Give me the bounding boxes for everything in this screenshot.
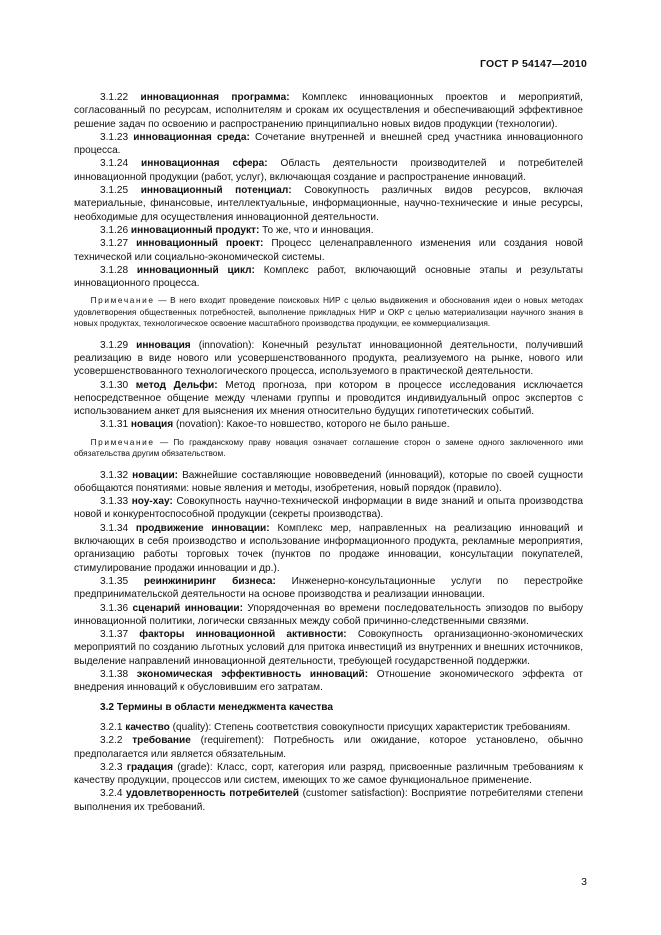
term-name: градация (126, 761, 174, 773)
term-name: продвижение инновации: (135, 522, 270, 534)
term-number: 3.1.33 (100, 496, 129, 508)
note-label: Примечание (90, 295, 155, 306)
term-entry (74, 602, 583, 629)
note (74, 295, 583, 329)
note-label: Примечание (90, 436, 155, 447)
term-name: инновационная программа: (140, 92, 290, 103)
term-name: инновационный цикл: (136, 264, 255, 276)
term-number: 3.1.38 (100, 669, 129, 681)
term-name: инновация (136, 339, 191, 351)
term-number: 3.1.35 (100, 575, 129, 587)
term-name: инновационная сфера: (141, 158, 268, 170)
term-entry (74, 184, 583, 224)
term-definition: Инженерно-консультационные услуги по перестройке предпринимательской деятельности на основе производства и реализации инновации. (74, 575, 583, 601)
term-number: 3.2.1 (100, 721, 123, 733)
term-number: 3.1.32 (100, 469, 129, 481)
term-definition: Область деятельности производителей и потребителей инновационной продукции (работ, услуг), включающая создание и распространение инноваций. (74, 158, 583, 183)
term-entry (74, 418, 583, 431)
term-name: экономическая эффективность инноваций: (136, 669, 369, 681)
page-number: 3 (581, 876, 587, 888)
term-name: метод Дельфи: (135, 379, 218, 391)
term-name: новация (130, 419, 174, 431)
term-number: 3.1.34 (100, 522, 129, 534)
term-definition: Совокупность организационно-экономических мероприятий по созданию льготных условий для притока инвестиций из внутренних и внешних источников, выделение направлений инновационной деятельности, требующей государственной поддержки. (74, 629, 583, 667)
term-definition: Процесс целенаправленного изменения или создания новой технической или социально-экономической системы. (74, 238, 584, 263)
term-entry (74, 575, 583, 602)
term-definition: Важнейшие составляющие нововведений (инноваций), которые по своей сущности обобщаются понятиями: новые явления и методы, изобретения, новый порядок (правило). (74, 469, 583, 494)
term-number: 3.1.25 (100, 185, 129, 197)
term-definition: Упорядоченная во времени последовательность эпизодов по выбору инновационной политики, логически связанных между собой причинно-следственными связями. (74, 602, 584, 627)
term-entry (74, 131, 583, 158)
term-number: 3.1.30 (100, 379, 129, 391)
term-entry (74, 264, 583, 291)
term-name: инновационный продукт: (130, 224, 260, 236)
term-entry (74, 522, 583, 575)
term-definition: (grade): Класс, сорт, категория или разряд, присвоенные различным требованиям к качеству продукции, процессов или систем, имеющих то же самое функциональное применение. (74, 761, 583, 787)
term-name: инновационный проект: (136, 238, 264, 250)
term-entry (74, 224, 583, 237)
term-definition: Совокупность научно-технической информации в виде знаний и опыта производства новой и конкурентоспособной продукции (секреты производства). (74, 496, 583, 521)
term-name: факторы инновационной активности: (139, 629, 347, 641)
term-name: инновационный потенциал: (140, 185, 292, 197)
term-name: удовлетворенность потребителей (126, 788, 299, 800)
term-number: 3.1.24 (100, 158, 129, 170)
term-name: ноу-хау: (131, 496, 173, 508)
term-name: инновационная среда: (133, 131, 250, 143)
term-name: требование (132, 735, 191, 747)
note (74, 437, 583, 460)
term-number: 3.1.22 (100, 92, 129, 103)
standard-header: ГОСТ Р 54147—2010 (479, 58, 587, 70)
term-name: реинжиниринг бизнеса: (143, 575, 276, 587)
term-number: 3.2.4 (100, 788, 123, 800)
term-definition: Совокупность различных видов ресурсов, включая материальные, финансовые, интеллектуальные, информационные, научно-технические и иные ресурсы, необходимые для осуществления инновационной деятельности. (74, 185, 584, 223)
term-name: новации: (132, 469, 179, 481)
term-number: 3.2.2 (100, 735, 123, 747)
term-definition: (requirement): Потребность или ожидание, которое установлено, обычно предполагается или является обязательным. (74, 735, 583, 760)
term-number: 3.1.36 (100, 602, 129, 614)
term-number: 3.1.31 (100, 419, 129, 431)
term-entry (74, 339, 583, 379)
term-entry (74, 157, 583, 184)
term-definition: (quality): Степень соответствия совокупности присущих характеристик требованиям. (172, 721, 571, 733)
term-number: 3.2.3 (100, 761, 123, 773)
term-definition: Отношение экономического эффекта от внедрения инноваций к обусловившим его затратам. (74, 669, 583, 694)
term-entry (74, 668, 583, 695)
term-number: 3.1.37 (100, 629, 129, 641)
document-body (74, 91, 583, 814)
term-entry (74, 469, 583, 496)
term-definition: Сочетание внутренней и внешней сред участника инновационного процесса. (74, 131, 583, 157)
term-entry (74, 787, 583, 814)
term-entry (74, 734, 583, 761)
note-text: — По гражданскому праву новация означает соглашение сторон о замене одного заключенного ими обязательства другим обязательством. (74, 436, 583, 459)
term-entry (74, 628, 583, 668)
term-entry (74, 761, 583, 788)
term-definition: (innovation): Конечный результат инновационной деятельности, получивший реализацию в виде нового или усовершенствованного продукта, реализуемого на рынке, нового или усовершенствованного технологического процесса, используемого в практической деятельности. (74, 339, 583, 378)
term-definition: Комплекс работ, включающий основные этапы и результаты инновационного процесса. (74, 264, 583, 290)
term-definition: (customer satisfaction): Восприятие потребителями степени выполнения их требований. (74, 788, 583, 813)
term-number: 3.1.26 (100, 224, 129, 236)
term-number: 3.1.23 (100, 131, 129, 143)
term-definition: Комплекс инновационных проектов и мероприятий, согласованный по ресурсам, исполнителям и срокам их осуществления и обеспечивающий эффективное решение задач по освоению и распространению принципиально новых видов продукции (технологии). (74, 92, 583, 130)
term-number: 3.1.28 (100, 264, 129, 276)
term-name: сценарий инновации: (132, 602, 243, 614)
term-definition: Метод прогноза, при котором в процессе исследования исключается непосредственное общение между членами группы и проводится индивидуальный опрос экспертов с использованием анкет для выяснения их мнения относительно будущих гипотетических событий. (74, 379, 583, 418)
term-name: качество (125, 721, 170, 733)
term-entry (74, 721, 583, 734)
term-definition: То же, что и инновация. (262, 224, 374, 236)
term-definition: (novation): Какое-то новшество, которого не было раньше. (175, 419, 450, 431)
term-number: 3.1.27 (100, 238, 129, 250)
term-entry (74, 91, 583, 131)
note-text: — В него входит проведение поисковых НИР с целью выдвижения и обоснования идеи о новых методах удовлетворения общественных потребностей, выполнение прикладных НИР и ОКР с целью материализации научного знания в новых продуктах, технологическое освоение масштабного производства продукции, ее коммерциализация. (74, 295, 583, 329)
term-definition: Комплекс мер, направленных на реализацию инноваций и включающих в себя производство и использование информационного продукта, рекламные мероприятия, организацию работы торговых точек (пунктов по продаже инновации, консультации покупателей, стимулирование продажи инновации и др.). (74, 522, 584, 574)
term-entry (74, 495, 583, 522)
section-heading: 3.2 Термины в области менеджмента качества (100, 701, 333, 713)
term-number: 3.1.29 (100, 339, 129, 351)
term-entry (74, 237, 583, 264)
term-entry (74, 379, 583, 419)
